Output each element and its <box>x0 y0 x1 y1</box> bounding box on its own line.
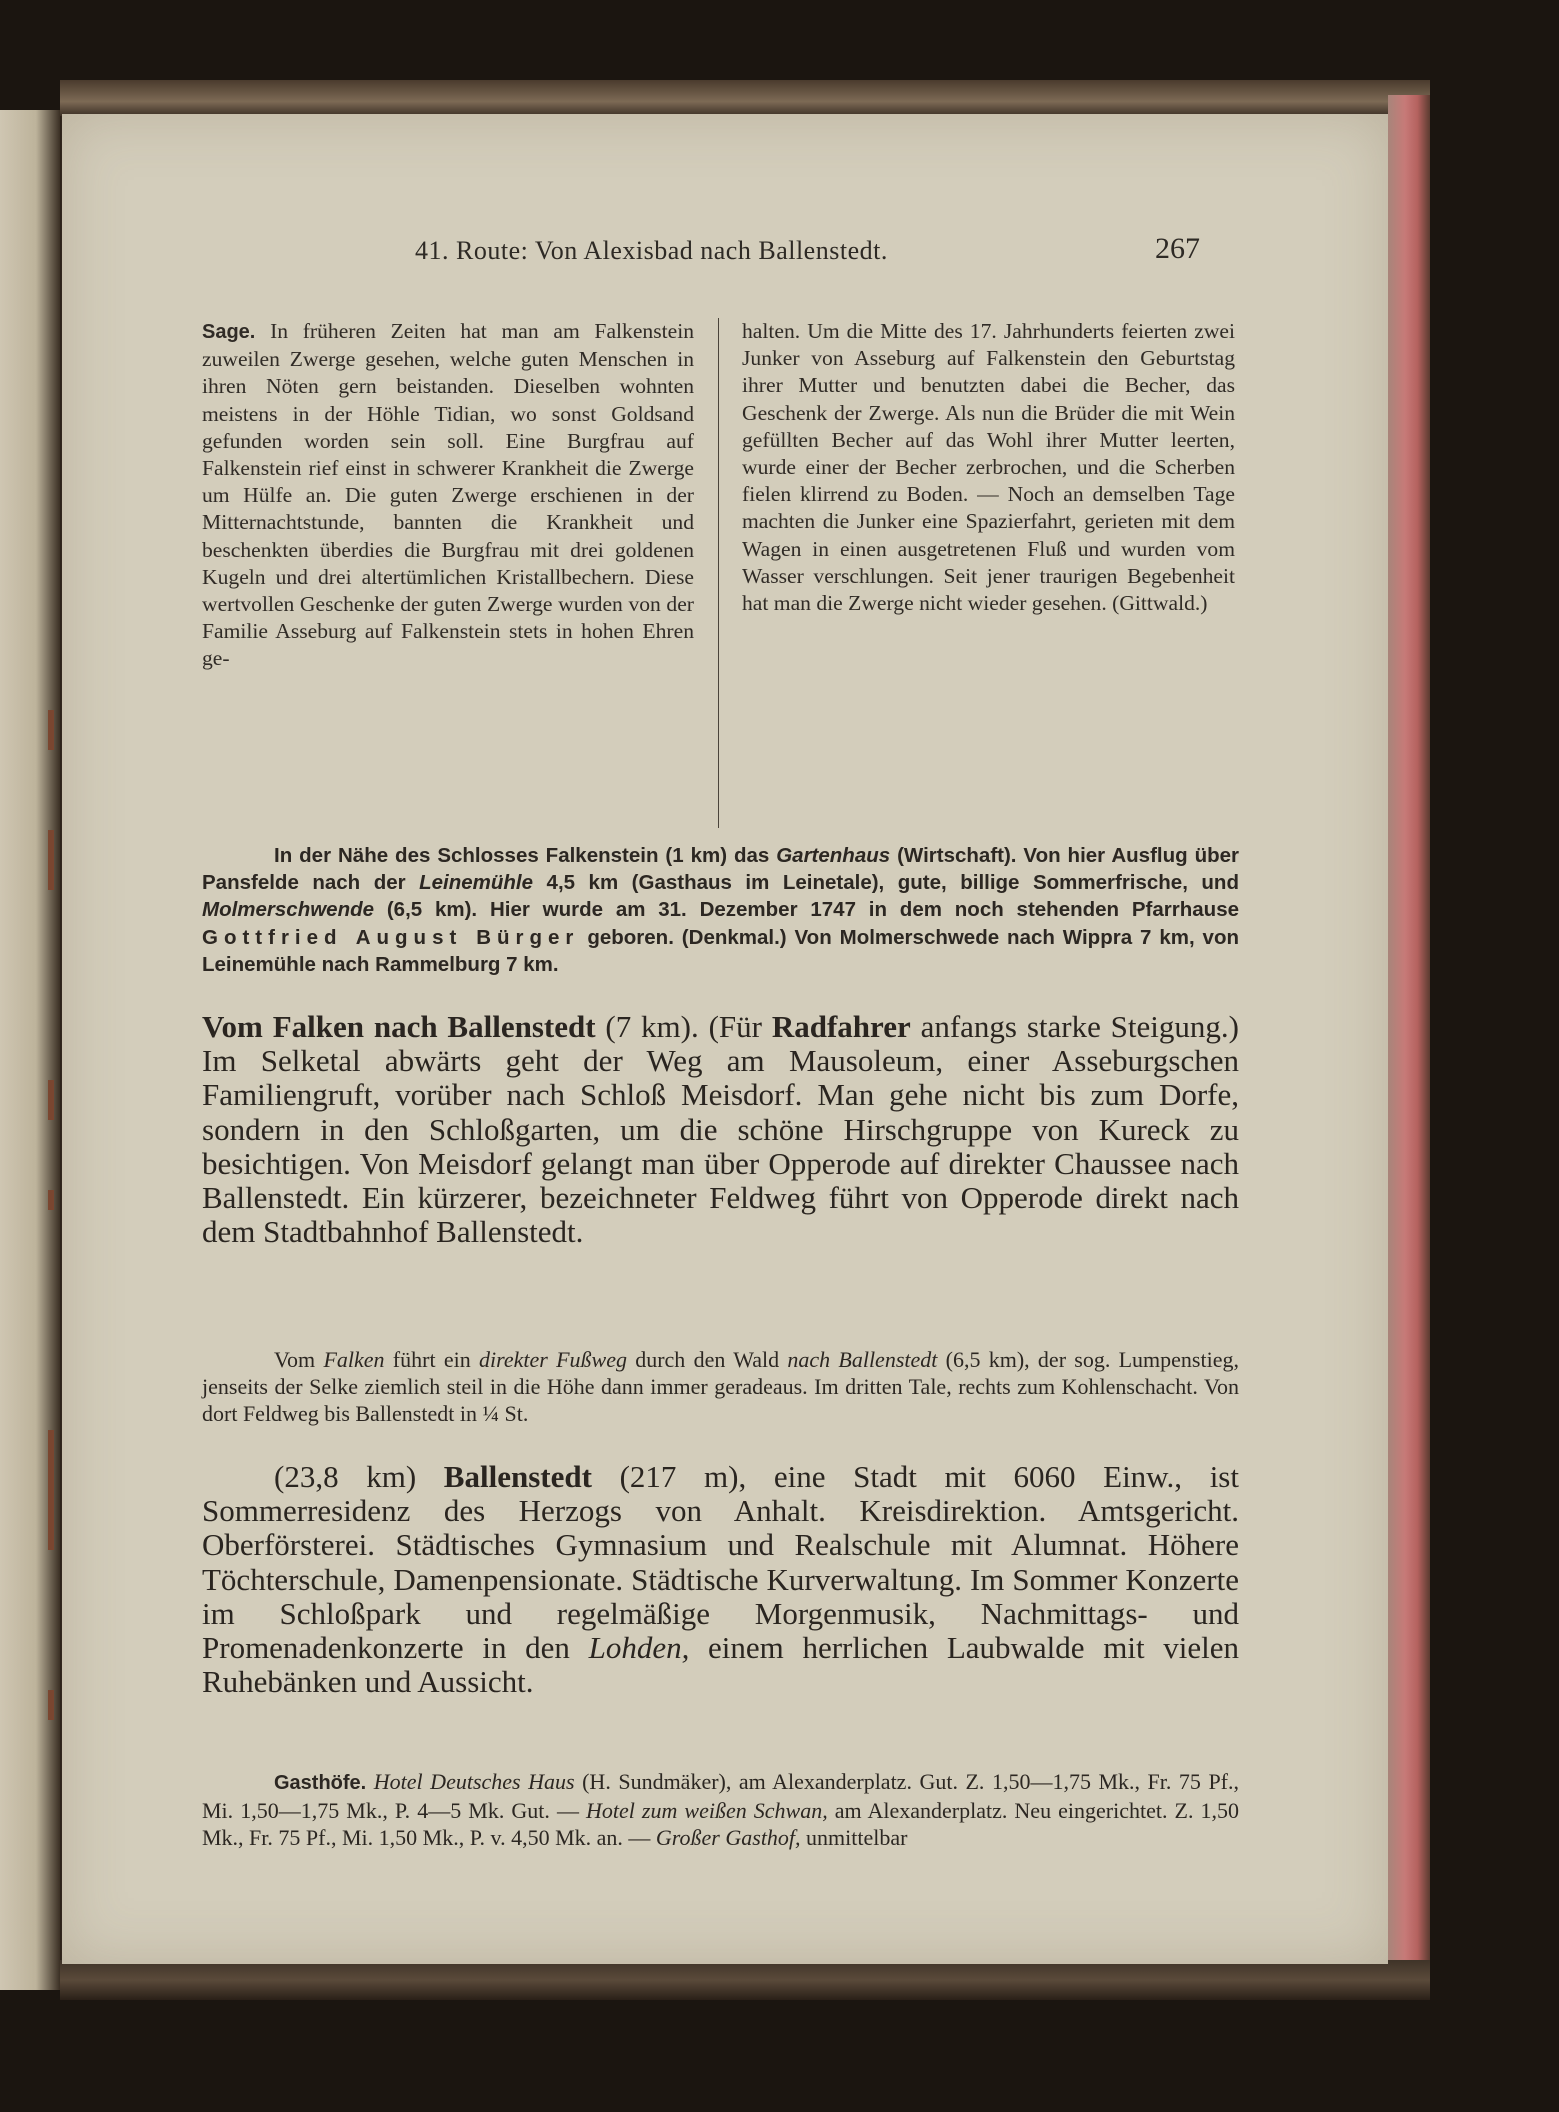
fussweg-term: direkter Fußweg <box>478 1347 627 1372</box>
section2-text-1: (23,8 km) <box>274 1459 444 1494</box>
sage-label: Sage. <box>202 321 256 343</box>
note1-text-3: 4,5 km (Gasthaus im Leinetale), gute, billige Sommerfrische, und <box>533 871 1239 895</box>
note1-text-5: geboren. (Denkmal.) Von Molmerschwede nach Wippra 7 km, von Leinemühle nach Rammelburg 7 km. <box>202 925 1240 976</box>
section2-text-2: (217 m), eine Stadt mit 6060 Einw., ist Sommerresidenz des Herzogs von Anhalt. Kreisdirektion. Amtsgericht. Oberförsterei. Städtisches Gymnasium und Realschule mit Alumnat. Höhere Töchterschule, Damenpensionate. Städtische Kurverwaltung. Im Sommer Konzerte im Schloßpark und regelmäßige Morgenmusik, Nachmittags- und Promenadenkonzerte in den <box>202 1459 1239 1666</box>
left-page-marks <box>48 710 56 1910</box>
note2-text-3: durch den Wald <box>626 1347 788 1372</box>
note2-text-1: Vom <box>274 1347 324 1372</box>
leinemuehle-term: Leinemühle <box>419 871 534 895</box>
note2-text-4: (6,5 km), der sog. Lumpenstieg, jenseits der Selke ziemlich steil in die Höhe dann immer geradeaus. Im dritten Tale, rechts zum Kohlenschacht. Von dort Feldweg bis Ballenstedt in ¼ St. <box>202 1347 1239 1427</box>
section1-text-1: (7 km). (Für <box>595 1009 772 1044</box>
gasthoefe-note <box>202 1768 1239 1852</box>
section-falken-ballenstedt <box>202 1010 1239 1249</box>
radfahrer-term: Radfahrer <box>771 1009 911 1044</box>
left-page-edge <box>0 110 60 1990</box>
sage-right-column: halten. Um die Mitte des 17. Jahrhunderts feierten zwei Junker von Asseburg auf Falkenstein den Geburtstag ihrer Mutter und benutzten dabei die Becher, das Geschenk der Zwerge. Als nun die Brüder die mit Wein gefüllten Becher auf das Wohl ihrer Mutter leerten, wurde einer der Becher zerbrochen, und die Scherben fielen klirrend zu Boden. — Noch an demselben Tage machten die Junker eine Spazierfahrt, gerieten mit dem Wagen in einen ausgetretenen Fluß und wurden vom Wasser verschlungen. Seit jener traurigen Begebenheit hat man die Zwerge nicht wieder gesehen. (Gittwald.) <box>742 319 1235 616</box>
ballenstedt-term: Ballenstedt <box>443 1459 592 1494</box>
book-bottom-edge <box>60 1960 1430 2000</box>
hotel-deutsches-haus: Hotel Deutsches Haus <box>373 1769 575 1794</box>
column-divider <box>718 318 719 828</box>
falkenstein-note <box>202 842 1239 978</box>
running-header <box>355 232 1200 276</box>
nach-ballenstedt-term: nach Ballenstedt <box>787 1347 938 1372</box>
note3-text-3: unmittelbar <box>800 1825 908 1851</box>
buerger-name: Gottfried August Bürger <box>202 925 580 949</box>
sage-left-column <box>202 318 694 673</box>
footpath-note <box>202 1346 1239 1428</box>
book-top-edge <box>60 80 1430 116</box>
section-heading: Vom Falken nach Ballenstedt <box>202 1009 596 1044</box>
grosser-gasthof: Großer Gasthof, <box>655 1825 801 1851</box>
falken-term: Falken <box>323 1347 385 1372</box>
page-number: 267 <box>1155 232 1200 265</box>
note3-text-1: (H. Sundmäker), am Alexanderplatz. Gut. Z. 1,50—1,75 Mk., Fr. 75 Pf., Mi. 1,50—1,75 Mk., P. 4—5 Mk. Gut. — <box>202 1769 1240 1824</box>
molmerschwende-term: Molmerschwende <box>202 898 375 922</box>
running-title: 41. Route: Von Alexisbad nach Ballenstedt. <box>415 236 888 265</box>
note1-text-2: (Wirtschaft). Von hier Ausflug über Pansfelde nach der <box>202 844 1239 895</box>
note2-text-2: führt ein <box>384 1347 479 1372</box>
gartenhaus-term: Gartenhaus <box>776 844 891 867</box>
lohden-term: Lohden, <box>588 1630 690 1666</box>
book-page-edges <box>1388 95 1430 1975</box>
gasthoefe-label: Gasthöfe. <box>274 1772 367 1794</box>
hotel-weissen-schwan: Hotel zum weißen Schwan, <box>586 1798 828 1824</box>
section1-text-2: anfangs starke Steigung.) Im Selketal abwärts geht der Weg am Mausoleum, einer Asseburgschen Familiengruft, vorüber nach Schloß Meisdorf. Man gehe nicht bis zum Dorfe, sondern in den Schloßgarten, um die schöne Hirschgruppe von Kureck zu besichtigen. Von Meisdorf gelangt man über Opperode auf direkter Chaussee nach Ballenstedt. Ein kürzerer, bezeichneter Feldweg führt von Opperode direkt nach dem Stadtbahnhof Ballenstedt. <box>202 1009 1239 1250</box>
section2-text-3: einem herrlichen Laubwalde mit vielen Ruhebänken und Aussicht. <box>202 1630 1239 1700</box>
note1-text-1: In der Nähe des Schlosses Falkenstein (1 km) das <box>274 844 777 867</box>
section-ballenstedt <box>202 1460 1239 1699</box>
note3-text-2: am Alexanderplatz. Neu eingerichtet. Z. 1,50 Mk., Fr. 75 Pf., Mi. 1,50 Mk., P. v. 4,50 Mk. an. — <box>202 1798 1239 1851</box>
note1-text-4: (6,5 km). Hier wurde am 31. Dezember 1747 in dem noch stehenden Pfarrhause <box>374 898 1239 922</box>
sage-left-text: In früheren Zeiten hat man am Falkenstein zuweilen Zwerge gesehen, welche guten Menschen in ihren Nöten gern beistanden. Dieselben wohnten meistens in der Höhle Tidian, wo sonst Goldsand gefunden worden sein soll. Eine Burgfrau auf Falkenstein rief einst in schwerer Krankheit die Zwerge um Hülfe an. Die guten Zwerge erschienen in der Mitternachtstunde, bannten die Krankheit und beschenkten überdies die Burgfrau mit drei goldenen Kugeln und drei altertümlichen Kristallbechern. Diese wertvollen Geschenke der guten Zwerge wurden von der Familie Asseburg auf Falkenstein stets in hohen Ehren ge- <box>202 319 694 671</box>
